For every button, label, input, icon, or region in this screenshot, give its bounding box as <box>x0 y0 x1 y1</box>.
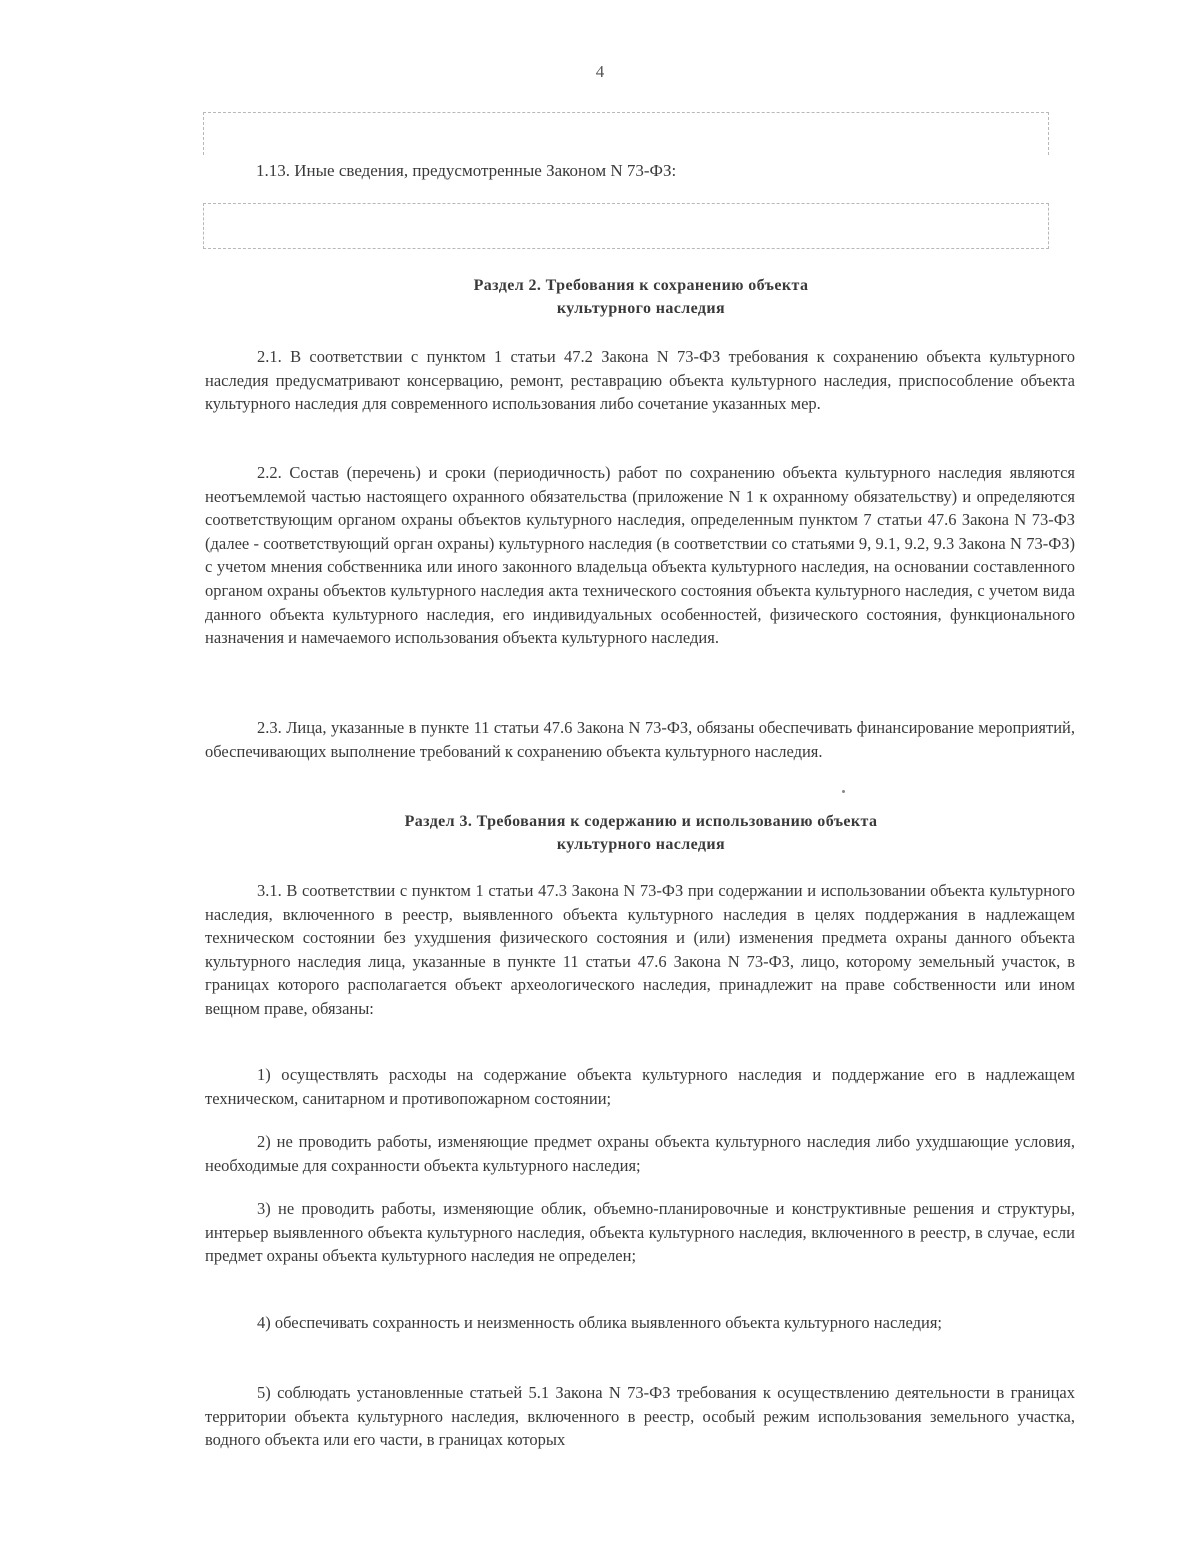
item-1-13-label: 1.13. Иные сведения, предусмотренные Законом N 73-ФЗ: <box>256 161 677 180</box>
list-item-5: 5) соблюдать установленные статьей 5.1 Закона N 73-ФЗ требования к осуществлению деятельности в границах территории объекта культурного наследия, включенного в реестр, особый режим использования земельного участка, водного объекта или его части, в границах которых <box>205 1383 1075 1450</box>
list-item-3: 3) не проводить работы, изменяющие облик, объемно-планировочные и конструктивные решения и структуры, интерьер выявленного объекта культурного наследия, объекта культурного наследия, включенного в реестр, в случае, если предмет охраны объекта культурного наследия не определен; <box>205 1199 1075 1266</box>
section-2-title-line1: Раздел 2. Требования к сохранению объекта <box>473 277 809 294</box>
list-item-1: 1) осуществлять расходы на содержание объекта культурного наследия и поддержание его в надлежащем техническом, санитарном и противопожарном состоянии; <box>205 1065 1075 1108</box>
paragraph-2-1: 2.1. В соответствии с пунктом 1 статьи 47.2 Закона N 73-ФЗ требования к сохранению объекта культурного наследия предусматривают консервацию, ремонт, реставрацию объекта культурного наследия, приспособление объекта культурного наследия для современного использования либо сочетание указанных мер. <box>205 347 1075 414</box>
section-3-title <box>0 810 1200 856</box>
section-3-title-line1: Раздел 3. Требования к содержанию и использованию объекта <box>404 813 878 830</box>
section-3-title-line2: культурного наследия <box>556 836 726 853</box>
form-field-box-top <box>203 112 1049 155</box>
list-item-2: 2) не проводить работы, изменяющие предмет охраны объекта культурного наследия либо ухудшающие условия, необходимые для сохранности объекта культурного наследия; <box>205 1132 1075 1175</box>
scan-speck <box>842 790 845 793</box>
form-field-box-1-13 <box>203 203 1049 249</box>
section-2-title-line2: культурного наследия <box>556 300 726 317</box>
section-2-title <box>0 274 1200 320</box>
paragraph-3-1: 3.1. В соответствии с пунктом 1 статьи 47.3 Закона N 73-ФЗ при содержании и использовании объекта культурного наследия, включенного в реестр, выявленного объекта культурного наследия в целях поддержания в надлежащем техническом состоянии без ухудшения физического состояния и (или) изменения предмета охраны данного объекта культурного наследия лица, указанные в пункте 11 статьи 47.6 Закона N 73-ФЗ, лицо, которому земельный участок, в границах которого располагается объект археологического наследия, принадлежит на праве собственности или ином вещном праве, обязаны: <box>205 881 1075 1018</box>
list-item-4: 4) обеспечивать сохранность и неизменность облика выявленного объекта культурного наследия; <box>257 1313 942 1332</box>
paragraph-2-2: 2.2. Состав (перечень) и сроки (периодичность) работ по сохранению объекта культурного наследия являются неотъемлемой частью настоящего охранного обязательства (приложение N 1 к охранному обязательству) и определяются соответствующим органом охраны объектов культурного наследия, определенным пунктом 7 статьи 47.6 Закона N 73-ФЗ (далее - соответствующий орган охраны) культурного наследия (в соответствии со статьями 9, 9.1, 9.2, 9.3 Закона N 73-ФЗ) с учетом мнения собственника или иного законного владельца объекта культурного наследия, на основании составленного органом охраны объектов культурного наследия акта технического состояния объекта культурного наследия, с учетом вида данного объекта культурного наследия, его индивидуальных особенностей, физического состояния, функционального назначения и намечаемого использования объекта культурного наследия. <box>205 463 1075 648</box>
paragraph-2-3: 2.3. Лица, указанные в пункте 11 статьи 47.6 Закона N 73-ФЗ, обязаны обеспечивать финансирование мероприятий, обеспечивающих выполнение требований к сохранению объекта культурного наследия. <box>205 718 1075 761</box>
page-number: 4 <box>595 62 605 81</box>
